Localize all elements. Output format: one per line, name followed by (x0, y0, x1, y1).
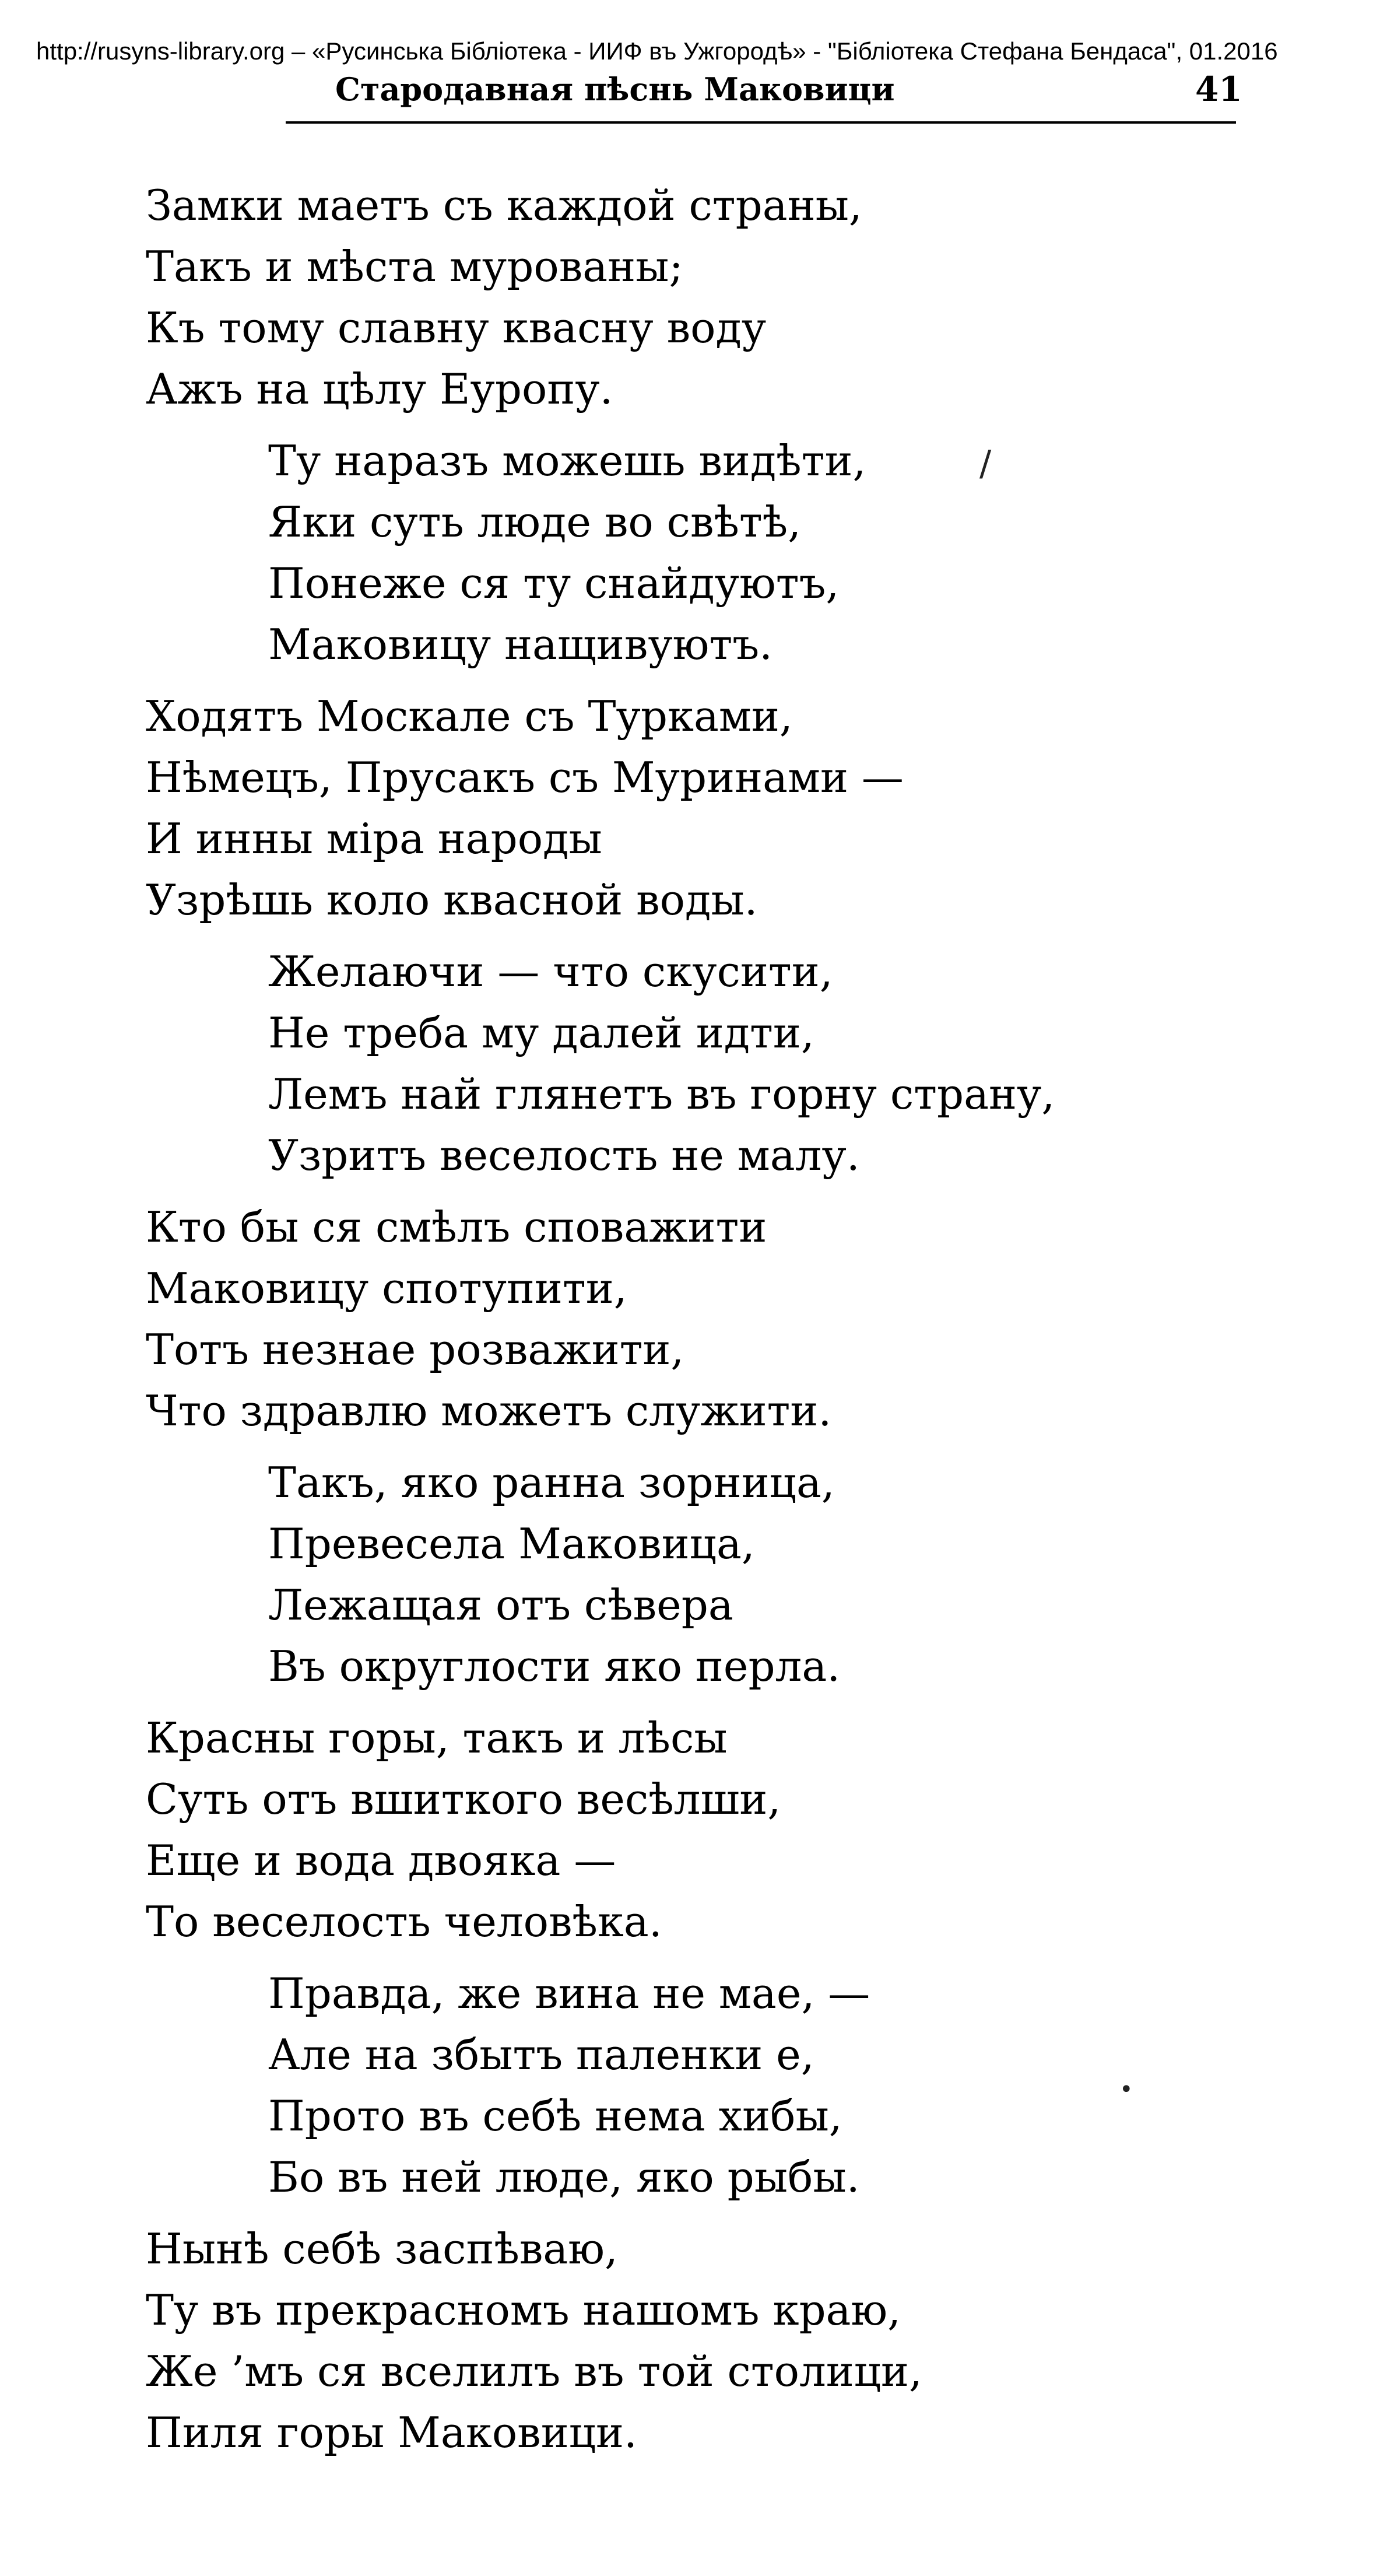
running-title: Стародавная пѣснь Маковици (335, 71, 895, 108)
verse-line: Пиля горы Маковици. (146, 2408, 637, 2457)
verse-line: Не треба му далей идти, (268, 1008, 814, 1057)
verse-line: Замки маетъ съ каждой страны, (146, 181, 862, 230)
stanza (146, 1452, 1283, 1697)
stanza (146, 941, 1283, 1186)
verse-line: Суть отъ вшиткого весѣлши, (146, 1775, 781, 1824)
verse-line: Прото въ себѣ нема хибы, (268, 2091, 842, 2140)
poem-body (146, 175, 1283, 2463)
verse-line: Къ тому славну квасну воду (146, 303, 767, 352)
stanza (146, 175, 1283, 420)
stanza (146, 2218, 1283, 2463)
verse-line: Что здравлю можетъ служити. (146, 1386, 832, 1435)
verse-line: Бо въ ней люде, яко рыбы. (268, 2153, 860, 2202)
verse-line: Такъ и мѣста мурованы; (146, 242, 683, 291)
verse-line: И инны міра народы (146, 814, 602, 863)
verse-line: Ходятъ Москале съ Турками, (146, 692, 793, 741)
verse-line: Красны горы, такъ и лѣсы (146, 1713, 728, 1762)
verse-line: Же ’мъ ся вселилъ въ той столици, (146, 2347, 922, 2396)
verse-line: Лежащая отъ сѣвера (268, 1580, 733, 1629)
verse-line: Тотъ незнае розважити, (146, 1325, 684, 1374)
stanza (146, 1963, 1283, 2208)
verse-line: Але на збытъ паленки е, (268, 2030, 814, 2079)
verse-line: Маковицу спотупити, (146, 1264, 627, 1313)
verse-line: Еще и вода двояка — (146, 1836, 616, 1885)
verse-line: Въ округлости яко перла. (268, 1642, 841, 1691)
stanza (146, 1708, 1283, 1953)
verse-line: То веселость человѣка. (146, 1897, 662, 1946)
verse-line: Маковицу нащивуютъ. (268, 620, 773, 669)
verse-line: Ту въ прекрасномъ нашомъ краю, (146, 2286, 901, 2335)
stanza (146, 1197, 1283, 1442)
verse-line: Лемъ най глянетъ въ горну страну, (268, 1070, 1055, 1119)
verse-line: Понеже ся ту снайдуютъ, (268, 559, 840, 608)
verse-line: Желаючи — что скусити, (268, 947, 833, 996)
scan-speck-mark: / (979, 443, 992, 484)
verse-line: Превесела Маковица, (268, 1519, 755, 1568)
verse-line: Ту наразъ можешь видѣти, (268, 436, 866, 485)
page-number: 41 (1195, 69, 1242, 109)
verse-line: Правда, же вина не мае, — (268, 1969, 870, 2018)
verse-line: Кто бы ся смѣлъ споважити (146, 1203, 767, 1252)
verse-line: Узрѣшь коло квасной воды. (146, 875, 758, 924)
verse-line: Такъ, яко ранна зорница, (268, 1458, 835, 1507)
verse-line: Яки суть люде во свѣтѣ, (268, 497, 802, 546)
source-url-line: http://rusyns-library.org – «Русинська Бібліотека - ИИФ въ Ужгородѣ» - "Бібліотека Стефана Бендаса", 01.2016 (36, 37, 1278, 65)
verse-line: Ажъ на цѣлу Еуропу. (146, 365, 613, 413)
scan-speck-mark: • (1119, 2076, 1133, 2103)
stanza (146, 686, 1283, 931)
stanza (146, 430, 1283, 675)
verse-line: Нѣмецъ, Прусакъ съ Муринами — (146, 753, 904, 802)
verse-line: Узритъ веселость не малу. (268, 1131, 860, 1180)
header-rule (286, 121, 1236, 124)
verse-line: Нынѣ себѣ заспѣваю, (146, 2224, 618, 2273)
